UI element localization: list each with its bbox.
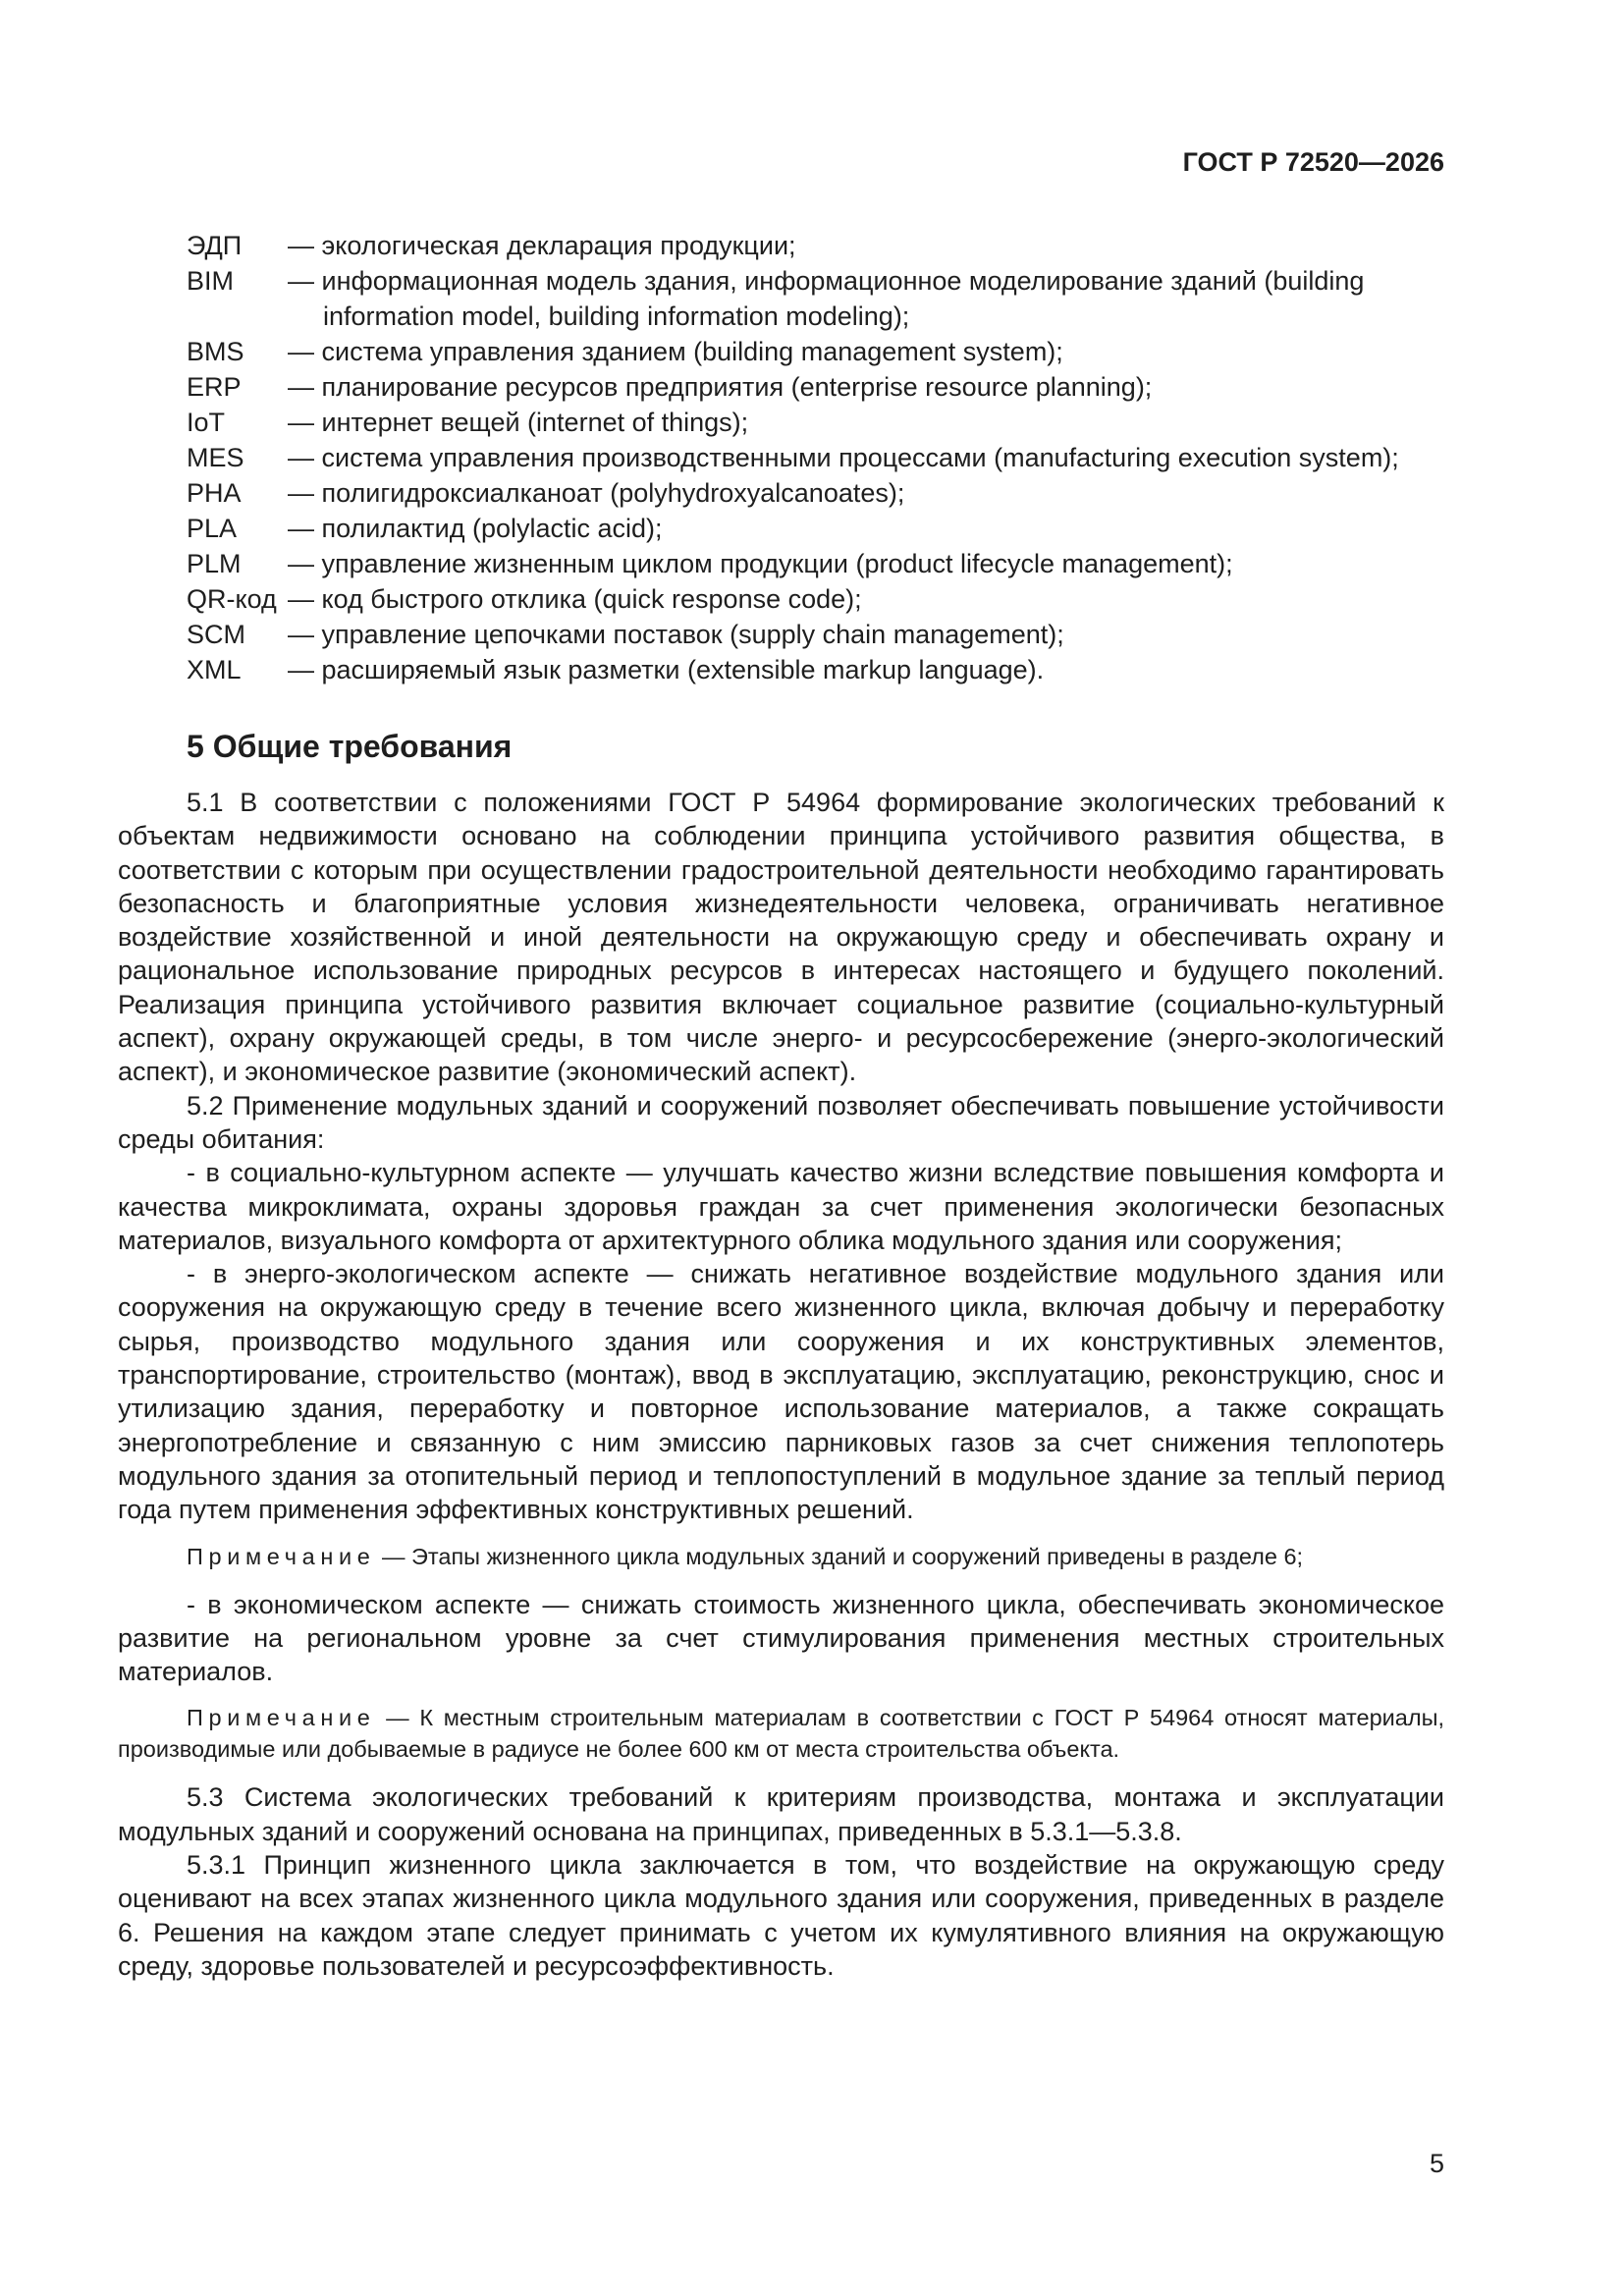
- note-label: Примечание: [187, 1543, 376, 1569]
- abbreviation-row: [187, 263, 1444, 334]
- abbreviation-row: [187, 369, 1444, 405]
- paragraph-5-3: 5.3 Система экологических требований к критериям производства, монтажа и эксплуатации модульных зданий и сооружений основана на принципах, приведенных в 5.3.1—5.3.8.: [118, 1782, 1444, 1846]
- abbreviation-row: [187, 228, 1444, 263]
- abbreviation-row: [187, 617, 1444, 652]
- paragraph-5-3-1: 5.3.1 Принцип жизненного цикла заключается в том, что воздействие на окружающую среду оценивают на всех этапах жизненного цикла модульного здания или сооружения, приведенных в разделе 6. Решения на каждом этапе следует принимать с учетом их кумулятивного влияния на окружающую среду, здоровье пользователей и ресурсоэффективность.: [118, 1850, 1444, 1981]
- abbreviation-row: [187, 475, 1444, 511]
- abbreviation-list: [187, 228, 1444, 687]
- abbreviation-term: SCM: [187, 620, 245, 649]
- abbreviation-definition: — управление жизненным циклом продукции (product lifecycle management);: [288, 549, 1233, 578]
- abbreviation-row: [187, 440, 1444, 475]
- abbreviation-term: PHA: [187, 478, 242, 508]
- abbreviation-row: [187, 405, 1444, 440]
- abbreviation-definition: — полилактид (polylactic acid);: [288, 514, 663, 543]
- note-text: — Этапы жизненного цикла модульных зданий и сооружений приведены в разделе 6;: [375, 1543, 1304, 1569]
- abbreviation-definition: — код быстрого отклика (quick response code);: [288, 584, 862, 614]
- abbreviation-definition: — интернет вещей (internet of things);: [288, 408, 749, 437]
- abbreviation-row: [187, 334, 1444, 369]
- document-header: ГОСТ Р 72520—2026: [1182, 147, 1444, 177]
- abbreviation-row: [187, 546, 1444, 581]
- abbreviation-definition: — экологическая декларация продукции;: [288, 231, 796, 260]
- abbreviation-definition: — управление цепочками поставок (supply chain management);: [288, 620, 1064, 649]
- abbreviation-row: [187, 511, 1444, 546]
- section-body: [118, 786, 1444, 1983]
- abbreviation-definition: — система управления зданием (building management system);: [288, 337, 1063, 366]
- abbreviation-definition: — расширяемый язык разметки (extensible markup language).: [288, 655, 1045, 684]
- abbreviation-row: [187, 652, 1444, 687]
- abbreviation-row: [187, 581, 1444, 617]
- abbreviation-definition: — информационная модель здания, информационное моделирование зданий (building information model, building information modeling);: [288, 266, 1365, 331]
- note-1: [118, 1541, 1444, 1572]
- abbreviation-term: PLM: [187, 549, 242, 578]
- section-title: 5 Общие требования: [187, 729, 513, 764]
- list-item-energy-ecological: - в энерго-экологическом аспекте — снижать негативное воздействие модульного здания или сооружения на окружающую среду в течение всего жизненного цикла, включая добычу и переработку сырья, производство модульного здания или сооружения и их конструктивных элементов, транспортирование, строительство (монтаж), ввод в эксплуатацию, эксплуатацию, реконструкцию, снос и утилизацию здания, переработку и повторное использование материалов, а также сокращать энергопотребление и связанную с ним эмиссию парниковых газов за счет снижения теплопотерь модульного здания за отопительный период и теплопоступлений в модульное здание за теплый период года путем применения эффективных конструктивных решений.: [118, 1259, 1444, 1525]
- page-number: 5: [1429, 2149, 1444, 2178]
- abbreviation-term: XML: [187, 655, 242, 684]
- abbreviation-term: IoT: [187, 408, 226, 437]
- abbreviation-term: ERP: [187, 372, 242, 402]
- paragraph-5-1: 5.1 В соответствии с положениями ГОСТ Р 54964 формирование экологических требований к объектам недвижимости основано на соблюдении принципа устойчивого развития общества, в соответствии с которым при осуществлении градостроительной деятельности необходимо гарантировать безопасность и благоприятные условия жизнедеятельности человека, ограничивать негативное воздействие хозяйственной и иной деятельности на окружающую среду и обеспечивать охрану и рациональное использование природных ресурсов в интересах настоящего и будущего поколений. Реализация принципа устойчивого развития включает социальное развитие (социально-культурный аспект), охрану окружающей среды, в том числе энерго- и ресурсосбережение (энерго-экологический аспект), и экономическое развитие (экономический аспект).: [118, 788, 1444, 1087]
- abbreviation-term: QR-код: [187, 584, 277, 614]
- note-text: — К местным строительным материалам в соответствии с ГОСТ Р 54964 относят материалы, производимые или добываемые в радиусе не более 600 км от места строительства объекта.: [118, 1705, 1444, 1763]
- list-item-economic: - в экономическом аспекте — снижать стоимость жизненного цикла, обеспечивать экономическое развитие на региональном уровне за счет стимулирования применения местных строительных материалов.: [118, 1589, 1444, 1687]
- list-item-social-cultural: - в социально-культурном аспекте — улучшать качество жизни вследствие повышения комфорта и качества микроклимата, охраны здоровья граждан за счет применения экологически безопасных материалов, визуального комфорта от архитектурного облика модульного здания или сооружения;: [118, 1158, 1444, 1255]
- note-label: Примечание: [187, 1705, 376, 1731]
- paragraph-5-2: 5.2 Применение модульных зданий и сооружений позволяет обеспечивать повышение устойчивости среды обитания:: [118, 1090, 1444, 1154]
- abbreviation-term: ЭДП: [187, 231, 243, 260]
- abbreviation-term: BMS: [187, 337, 244, 366]
- abbreviation-definition: — система управления производственными процессами (manufacturing execution system);: [288, 443, 1399, 472]
- note-2: [118, 1702, 1444, 1765]
- abbreviation-term: MES: [187, 443, 244, 472]
- abbreviation-term: BIM: [187, 266, 235, 296]
- abbreviation-definition: — планирование ресурсов предприятия (enterprise resource planning);: [288, 372, 1153, 402]
- abbreviation-term: PLA: [187, 514, 238, 543]
- abbreviation-definition: — полигидроксиалканоат (polyhydroxyalcanoates);: [288, 478, 905, 508]
